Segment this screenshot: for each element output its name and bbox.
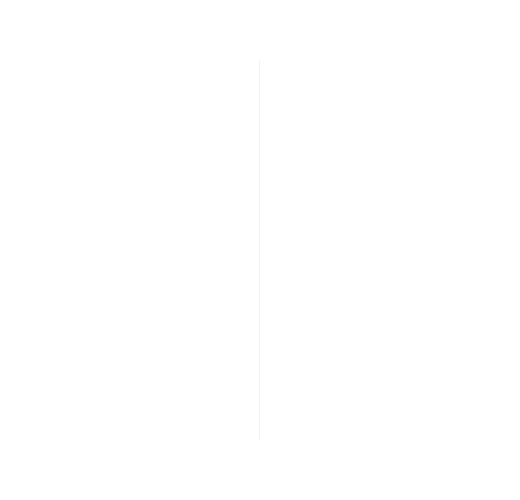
left-page-text-block — [32, 68, 232, 368]
right-page — [260, 0, 520, 500]
right-page-text-block — [288, 68, 488, 368]
right-page-footer — [288, 432, 488, 442]
left-page-footer — [32, 432, 232, 442]
